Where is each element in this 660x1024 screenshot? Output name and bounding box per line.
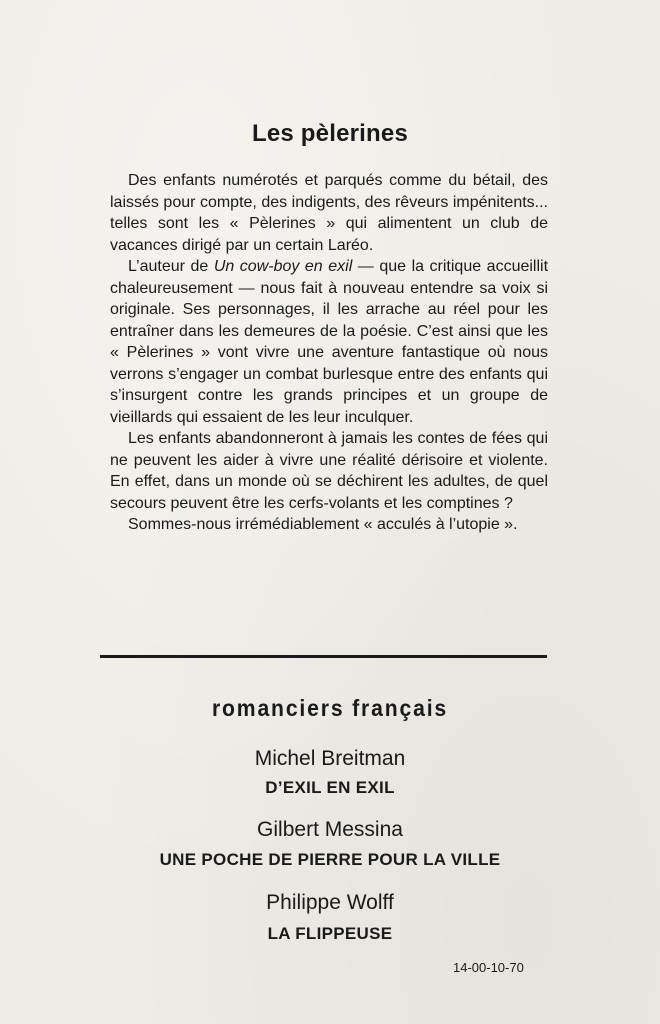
series-entry-author: Gilbert Messina [257, 818, 403, 841]
series-entry-author: Michel Breitman [254, 747, 406, 770]
blurb-paragraph-2-start: L’auteur de [128, 258, 214, 275]
series-entry-title: LA FLIPPEUSE [267, 924, 393, 943]
blurb-paragraph-2-rest: — que la critique accueillit chaleureusement — nous fait à nouveau entendre sa voix si originale. Ses personnages, il les arrache au réel pour les entraîner dans les demeures de la poésie. C’est ainsi que les « Pèlerines » vont vivre une aventure fantastique où nous verrons s’engager un combat burlesque entre des enfants qui s’insurgent contre les grands principes et un groupe de vieillards qui essaient de les leur inculquer. [110, 258, 549, 426]
blurb [110, 170, 548, 536]
series-entry-title: UNE POCHE DE PIERRE POUR LA VILLE [159, 850, 501, 869]
blurb-paragraph-3: Les enfants abandonneront à jamais les contes de fées qui ne peuvent les aider à vivre une réalité dérisoire et violente. En effet, dans un monde où se déchirent les adultes, de quel secours peuvent être les cerfs-volants et les comptines ? [110, 430, 548, 512]
catalog-code: 14-00-10-70 [453, 960, 524, 975]
blurb-paragraph-1: Des enfants numérotés et parqués comme du bétail, des laissés pour compte, des indigents, des rêveurs impénitents... telles sont les « Pèlerines » qui alimentent un club de vacances dirigé par un certain Laréo. [110, 172, 548, 254]
series-label: romanciers français [211, 695, 449, 721]
referenced-book-title: Un cow-boy en exil [213, 258, 353, 275]
book-title: Les pèlerines [251, 120, 408, 147]
series-entry-title: D’EXIL EN EXIL [265, 778, 395, 797]
series-entry-author: Philippe Wolff [266, 891, 394, 914]
divider-rule [100, 655, 547, 658]
blurb-paragraph-2 [110, 256, 548, 428]
blurb-paragraph-4: Sommes-nous irrémédiablement « acculés à l’utopie ». [128, 516, 518, 533]
